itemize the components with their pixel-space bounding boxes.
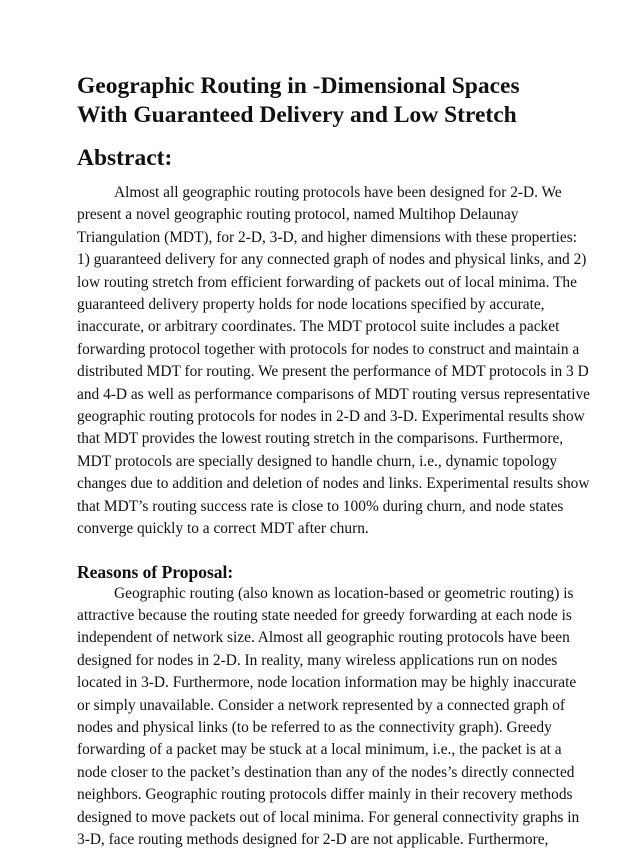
title-line-1: Geographic Routing in -Dimensional Spaces — [77, 72, 567, 101]
title-line-2: With Guaranteed Delivery and Low Stretch — [77, 101, 567, 130]
text-line: Triangulation (MDT), for 2-D, 3-D, and higher dimensions with these properties: — [77, 227, 567, 249]
document-title — [77, 72, 567, 130]
text-line: and 4-D as well as performance comparisons of MDT routing versus representative — [77, 384, 567, 406]
text-line: MDT protocols are specially designed to handle churn, i.e., dynamic topology — [77, 451, 567, 473]
abstract-heading: Abstract: — [77, 144, 567, 173]
abstract-paragraph — [77, 182, 567, 541]
text-line: Geographic routing (also known as location-based or geometric routing) is — [77, 583, 567, 605]
text-line: 1) guaranteed delivery for any connected graph of nodes and physical links, and 2) — [77, 249, 567, 271]
text-line: located in 3-D. Furthermore, node location information may be highly inaccurate — [77, 672, 567, 694]
text-line: guaranteed delivery property holds for node locations specified by accurate, — [77, 294, 567, 316]
text-line: attractive because the routing state needed for greedy forwarding at each node is — [77, 605, 567, 627]
text-line: node closer to the packet’s destination than any of the nodes’s directly connected — [77, 762, 567, 784]
text-line: forwarding of a packet may be stuck at a local minimum, i.e., the packet is at a — [77, 739, 567, 761]
text-line: that MDT provides the lowest routing stretch in the comparisons. Furthermore, — [77, 428, 567, 450]
text-line: changes due to addition and deletion of nodes and links. Experimental results show — [77, 473, 567, 495]
reasons-paragraph — [77, 583, 567, 851]
text-line: nodes and physical links (to be referred to as the connectivity graph). Greedy — [77, 717, 567, 739]
text-line: forwarding protocol together with protocols for nodes to construct and maintain a — [77, 339, 567, 361]
text-line: distributed MDT for routing. We present the performance of MDT protocols in 3 D — [77, 361, 567, 383]
text-line: converge quickly to a correct MDT after churn. — [77, 518, 567, 540]
text-line: present a novel geographic routing protocol, named Multihop Delaunay — [77, 204, 567, 226]
text-line: that MDT’s routing success rate is close to 100% during churn, and node states — [77, 496, 567, 518]
text-line: independent of network size. Almost all geographic routing protocols have been — [77, 627, 567, 649]
text-line: neighbors. Geographic routing protocols differ mainly in their recovery methods — [77, 784, 567, 806]
text-line: low routing stretch from efficient forwarding of packets out of local minima. The — [77, 272, 567, 294]
text-line: or simply unavailable. Consider a network represented by a connected graph of — [77, 695, 567, 717]
reasons-heading: Reasons of Proposal: — [77, 561, 567, 583]
document-page — [77, 72, 567, 851]
text-line: geographic routing protocols for nodes in 2-D and 3-D. Experimental results show — [77, 406, 567, 428]
text-line: Almost all geographic routing protocols have been designed for 2-D. We — [77, 182, 567, 204]
text-line: designed to move packets out of local minima. For general connectivity graphs in — [77, 807, 567, 829]
text-line: designed for nodes in 2-D. In reality, many wireless applications run on nodes — [77, 650, 567, 672]
text-line: inaccurate, or arbitrary coordinates. The MDT protocol suite includes a packet — [77, 316, 567, 338]
text-line: 3-D, face routing methods designed for 2-D are not applicable. Furthermore, — [77, 829, 567, 851]
